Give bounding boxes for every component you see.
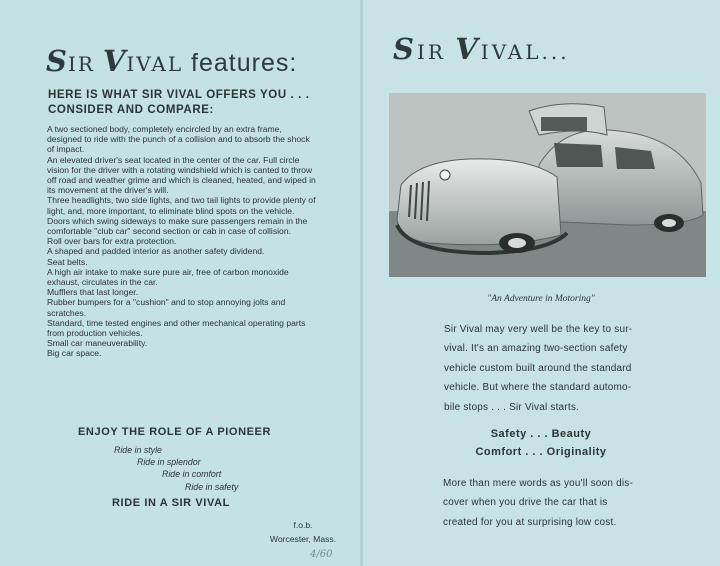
title-ir: IR (67, 52, 95, 76)
fob-label: f.o.b. (293, 520, 313, 530)
title-features-word: features: (183, 49, 298, 77)
brand-title (393, 32, 570, 66)
intro-line: vehicle custom built around the standard (444, 362, 632, 374)
page-fold (360, 0, 363, 566)
feature-highlights (362, 425, 720, 461)
feature-item: A shaped and padded interior as another safety dividend. (47, 246, 265, 257)
ride-line: Ride in safety (185, 482, 239, 492)
closing-paragraph (443, 474, 659, 532)
feature-item: Seat belts. (47, 256, 88, 267)
feature-item: Three headlights, two side lights, and two tail lights to provide plenty of light, and, more important, to eliminate blind spots on the vehicle. (47, 195, 316, 216)
ride-line: Ride in comfort (162, 469, 222, 479)
feature-item: A high air intake to make sure pure air, free of carbon monoxide exhaust, circulates in the car. (47, 266, 289, 288)
intro-paragraph (444, 320, 658, 417)
highlight-safety-beauty: Safety . . . Beauty (490, 428, 592, 440)
intro-line: Sir Vival may very well be the key to sur- (444, 324, 633, 335)
feature-item: An elevated driver's seat located in the center of the car. Full circle vision for the driver with a rotating windshield which is canted to throw off road and weather grime and which is cleaned, heated, and wiped in its movement at the driver's will. (47, 154, 316, 196)
pencil-note: 4/60 (310, 549, 333, 560)
feature-item: Standard, time tested engines and other mechanical operating parts from production vehicles. (47, 317, 306, 339)
title-initial-s: S (46, 44, 68, 78)
offers-heading: HERE IS WHAT SIR VIVAL OFFERS YOU . . . CONSIDER AND COMPARE: (48, 89, 310, 116)
feature-item: Big car space. (47, 348, 102, 359)
feature-item: Mufflers that last longer. (47, 287, 139, 298)
sir-vival-car-image (389, 93, 706, 277)
title-initial-v: V (102, 44, 127, 78)
intro-line: bile stops . . . Sir Vival starts. (444, 401, 579, 413)
fob-location (262, 518, 344, 546)
ride-in-heading: RIDE IN A SIR VIVAL (112, 497, 230, 509)
feature-item: Doors which swing sideways to make sure passengers remain in the comfortable "club car" second section or cab in case of collision. (47, 215, 308, 237)
feature-item: Roll over bars for extra protection. (47, 236, 177, 247)
closing-line: More than mere words as you'll soon dis- (443, 478, 633, 489)
title-ival: IVAL... (480, 40, 570, 64)
highlight-comfort-originality: Comfort . . . Originality (475, 446, 607, 458)
ride-line: Ride in style (114, 445, 162, 455)
feature-item: Rubber bumpers for a "cushion" and to stop annoying jolts and scratches. (47, 297, 286, 318)
title-initial-v: V (455, 32, 481, 66)
feature-item: Small car maneuverability. (47, 338, 148, 349)
title-initial-s: S (393, 32, 417, 66)
pioneer-heading: ENJOY THE ROLE OF A PIONEER (78, 426, 272, 438)
closing-line: cover when you drive the car that is (443, 497, 608, 509)
car-photo (389, 93, 706, 277)
intro-line: vehicle. But where the standard automo- (444, 382, 632, 394)
fob-city: Worcester, Mass. (269, 534, 337, 544)
features-list (47, 124, 319, 359)
ride-line: Ride in splendor (137, 457, 201, 467)
features-title (46, 44, 297, 78)
feature-item: A two sectioned body, completely encircled by an extra frame, designed to ride with the punch of a collision and to absorb the shock of impact. (47, 124, 310, 155)
closing-line: created for you at surprising low cost. (443, 516, 617, 528)
title-ival: IVAL (126, 52, 184, 76)
intro-line: vival. It's an amazing two-section safety (444, 343, 628, 355)
photo-caption: "An Adventure in Motoring" (487, 294, 595, 304)
title-ir: IR (416, 40, 446, 64)
